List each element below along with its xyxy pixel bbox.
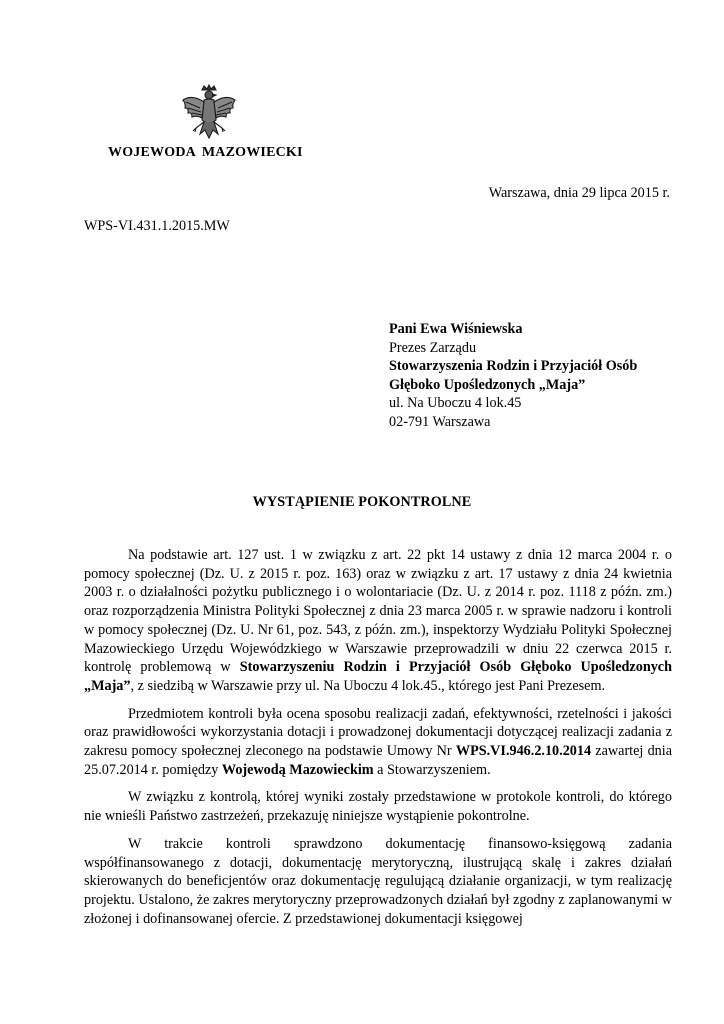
voivode-name-bold: Wojewodą Mazowieckim (221, 761, 374, 778)
addressee-position: Prezes Zarządu (389, 339, 477, 356)
addressee-block (389, 320, 637, 432)
paragraph-scope (84, 705, 672, 780)
organization-name-bold: Stowarzyszeniu Rodzin i Przyjaciół Osób Głęboko Upośledzonych „Maja” (84, 659, 672, 694)
addressee-city: 02-791 Warszawa (389, 413, 491, 430)
addressee-organization-line-1: Stowarzyszenia Rodzin i Przyjaciół Osób (389, 358, 638, 375)
letter-body (84, 546, 672, 937)
document-title: WYSTĄPIENIE POKONTROLNE (252, 494, 472, 510)
paragraph-text: Na podstawie art. 127 ust. 1 w związku z art. 22 pkt 14 ustawy z dnia 12 marca 2004 r. o pomocy społecznej (Dz. U. z 2015 r. poz. 163) oraz w związku z art. 17 ustawy z dnia 24 kwietnia 2003 r. o działalności pożytku publicznego i o wolontariacie (Dz. U. z 2014 r. poz. 1118 z późn. zm.) oraz rozporządzenia Ministra Polityki Społecznej z dnia 23 marca 2005 r. w sprawie nadzoru i kontroli w pomocy społecznej (Dz. U. Nr 61, poz. 543, z późn. zm.), inspektorzy Wydziału Polityki Społecznej Mazowieckiego Urzędu Wojewódzkiego w Warszawie przeprowadzili w dniu 22 czerwca 2015 r. kontrolę problemową w (84, 547, 672, 676)
place-and-date: Warszawa, dnia 29 lipca 2015 r. (488, 185, 670, 201)
polish-eagle-emblem-icon (180, 84, 238, 146)
paragraph-text: , z siedzibą w Warszawie przy ul. Na Uboczu 4 lok.45., którego jest Pani Prezesem. (130, 677, 606, 694)
paragraph-text: zawartej dnia 25.07.2014 r. pomiędzy (84, 743, 673, 778)
addressee-organization-line-2: Głęboko Upośledzonych „Maja” (389, 376, 586, 393)
addressee-street: ul. Na Uboczu 4 lok.45 (389, 395, 522, 412)
paragraph-findings: W trakcie kontroli sprawdzono dokumentację finansowo-księgową zadania współfinansowanego z dotacji, dokumentację merytoryczną, ilustrującą skalę i zakres działań skierowanych do beneficjentów oraz dokumentację regulującą działanie organizacji, w tym realizację projektu. Ustalono, że zakres merytoryczny przeprowadzonych działań był zgodny z zaplanowanymi w złożonej i dofinansowanej ofercie. Z przedstawionej dokumentacji księgowej (84, 835, 672, 927)
paragraph-text: Przedmiotem kontroli była ocena sposobu realizacji zadań, efektywności, rzetelności i jakości oraz prawidłowości wykorzystania dotacji i prowadzonej dokumentacji dotyczącej realizacji zadania z zakresu pomocy społecznej zleconego na podstawie Umowy Nr (84, 705, 672, 760)
addressee-name: Pani Ewa Wiśniewska (389, 321, 523, 337)
paragraph-text: a Stowarzyszeniem. (373, 761, 491, 778)
paragraph-transmittal: W związku z kontrolą, której wyniki zostały przedstawione w protokole kontroli, do którego nie wnieśli Państwo zastrzeżeń, przekazuję niniejsze wystąpienie pokontrolne. (84, 789, 672, 825)
issuing-authority: WOJEWODA MAZOWIECKI (108, 145, 303, 160)
case-number: WPS-VI.431.1.2015.MW (84, 218, 230, 234)
agreement-number-bold: WPS.VI.946.2.10.2014 (455, 743, 592, 760)
paragraph-legal-basis (84, 546, 672, 696)
